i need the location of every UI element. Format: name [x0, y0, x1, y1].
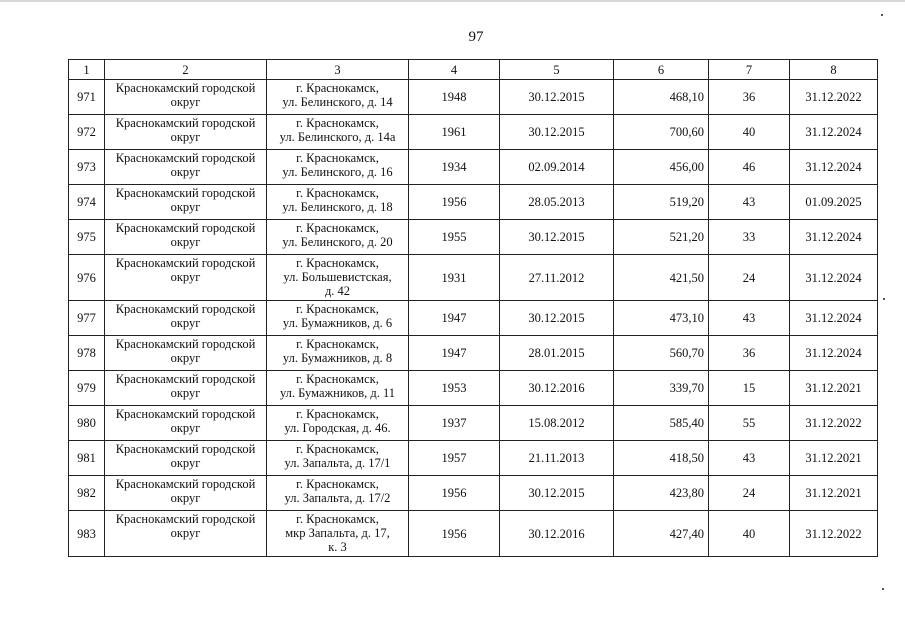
address-cell — [267, 150, 409, 185]
column-header-7: 7 — [709, 60, 790, 80]
address-line: ул. Бумажников, д. 6 — [282, 316, 393, 330]
scan-speck — [882, 588, 884, 590]
address-line: г. Краснокамск, — [296, 512, 379, 526]
deadline-cell: 31.12.2024 — [790, 301, 878, 336]
address-line: г. Краснокамск, — [296, 186, 379, 200]
deadline-cell: 31.12.2021 — [790, 441, 878, 476]
address-cell — [267, 255, 409, 301]
area-cell: 456,00 — [614, 150, 709, 185]
count-cell: 36 — [709, 336, 790, 371]
district-cell: Краснокамский городской округ — [105, 406, 267, 441]
row-number-cell: 975 — [69, 220, 105, 255]
housing-registry-table — [68, 59, 878, 557]
address-line: ул. Белинского, д. 18 — [282, 200, 393, 214]
address-line: ул. Городская, д. 46. — [284, 421, 391, 435]
area-cell: 468,10 — [614, 80, 709, 115]
column-header-3: 3 — [267, 60, 409, 80]
row-number-cell: 976 — [69, 255, 105, 301]
address-cell — [267, 115, 409, 150]
count-cell: 43 — [709, 441, 790, 476]
date-cell: 28.05.2013 — [500, 185, 614, 220]
address-cell — [267, 220, 409, 255]
address-line: ул. Запальта, д. 17/1 — [284, 456, 391, 470]
table-row — [69, 115, 878, 150]
top-border-line — [0, 0, 905, 2]
year-cell: 1956 — [409, 185, 500, 220]
table-row — [69, 301, 878, 336]
deadline-cell: 31.12.2024 — [790, 150, 878, 185]
date-cell: 30.12.2015 — [500, 115, 614, 150]
address-cell — [267, 511, 409, 557]
page-number: 97 — [468, 29, 484, 45]
address-line: к. 3 — [328, 540, 347, 554]
table-row — [69, 406, 878, 441]
area-cell: 585,40 — [614, 406, 709, 441]
address-line: г. Краснокамск, — [296, 442, 379, 456]
address-cell — [267, 185, 409, 220]
area-cell: 339,70 — [614, 371, 709, 406]
table-row — [69, 185, 878, 220]
date-cell: 30.12.2015 — [500, 80, 614, 115]
address-cell — [267, 301, 409, 336]
row-number-cell: 978 — [69, 336, 105, 371]
year-cell: 1961 — [409, 115, 500, 150]
address-line: ул. Запальта, д. 17/2 — [284, 491, 391, 505]
deadline-cell: 31.12.2024 — [790, 115, 878, 150]
address-line: ул. Бумажников, д. 11 — [279, 386, 395, 400]
deadline-cell: 31.12.2024 — [790, 220, 878, 255]
district-cell: Краснокамский городской округ — [105, 476, 267, 511]
table-row — [69, 80, 878, 115]
address-line: ул. Большевистская, — [283, 270, 392, 284]
count-cell: 46 — [709, 150, 790, 185]
address-line: ул. Белинского, д. 20 — [282, 235, 393, 249]
area-cell: 519,20 — [614, 185, 709, 220]
address-cell — [267, 476, 409, 511]
year-cell: 1947 — [409, 301, 500, 336]
address-cell — [267, 406, 409, 441]
row-number-cell: 980 — [69, 406, 105, 441]
address-line: г. Краснокамск, — [296, 256, 379, 270]
table-row — [69, 441, 878, 476]
area-cell: 473,10 — [614, 301, 709, 336]
row-number-cell: 977 — [69, 301, 105, 336]
date-cell: 15.08.2012 — [500, 406, 614, 441]
column-header-6: 6 — [614, 60, 709, 80]
address-line: ул. Белинского, д. 14 — [282, 95, 393, 109]
count-cell: 55 — [709, 406, 790, 441]
deadline-cell: 31.12.2022 — [790, 511, 878, 557]
year-cell: 1956 — [409, 476, 500, 511]
row-number-cell: 981 — [69, 441, 105, 476]
area-cell: 423,80 — [614, 476, 709, 511]
count-cell: 40 — [709, 115, 790, 150]
date-cell: 30.12.2015 — [500, 220, 614, 255]
address-cell — [267, 80, 409, 115]
year-cell: 1931 — [409, 255, 500, 301]
date-cell: 30.12.2016 — [500, 511, 614, 557]
date-cell: 30.12.2015 — [500, 301, 614, 336]
address-cell — [267, 441, 409, 476]
count-cell: 36 — [709, 80, 790, 115]
table-body — [69, 80, 878, 557]
deadline-cell: 31.12.2021 — [790, 476, 878, 511]
area-cell: 421,50 — [614, 255, 709, 301]
area-cell: 427,40 — [614, 511, 709, 557]
address-line: д. 42 — [324, 284, 351, 298]
district-cell: Краснокамский городской округ — [105, 220, 267, 255]
address-line: г. Краснокамск, — [296, 151, 379, 165]
count-cell: 40 — [709, 511, 790, 557]
address-line: г. Краснокамск, — [296, 221, 379, 235]
area-cell: 700,60 — [614, 115, 709, 150]
table-row — [69, 476, 878, 511]
address-cell — [267, 371, 409, 406]
year-cell: 1947 — [409, 336, 500, 371]
district-cell: Краснокамский городской округ — [105, 115, 267, 150]
column-header-5: 5 — [500, 60, 614, 80]
district-cell: Краснокамский городской округ — [105, 371, 267, 406]
address-line: г. Краснокамск, — [296, 81, 379, 95]
count-cell: 15 — [709, 371, 790, 406]
column-header-4: 4 — [409, 60, 500, 80]
deadline-cell: 31.12.2022 — [790, 80, 878, 115]
table-row — [69, 371, 878, 406]
address-line: г. Краснокамск, — [296, 302, 379, 316]
date-cell: 02.09.2014 — [500, 150, 614, 185]
scan-speck — [883, 298, 885, 300]
district-cell: Краснокамский городской округ — [105, 80, 267, 115]
address-line: г. Краснокамск, — [296, 477, 379, 491]
district-cell: Краснокамский городской округ — [105, 185, 267, 220]
year-cell: 1956 — [409, 511, 500, 557]
year-cell: 1934 — [409, 150, 500, 185]
district-cell: Краснокамский городской округ — [105, 336, 267, 371]
date-cell: 27.11.2012 — [500, 255, 614, 301]
year-cell: 1953 — [409, 371, 500, 406]
deadline-cell: 31.12.2022 — [790, 406, 878, 441]
district-cell: Краснокамский городской округ — [105, 511, 267, 557]
year-cell: 1957 — [409, 441, 500, 476]
row-number-cell: 983 — [69, 511, 105, 557]
district-cell: Краснокамский городской округ — [105, 150, 267, 185]
year-cell: 1937 — [409, 406, 500, 441]
date-cell: 21.11.2013 — [500, 441, 614, 476]
year-cell: 1948 — [409, 80, 500, 115]
address-line: ул. Белинского, д. 16 — [282, 165, 393, 179]
row-number-cell: 974 — [69, 185, 105, 220]
row-number-cell: 972 — [69, 115, 105, 150]
district-cell: Краснокамский городской округ — [105, 301, 267, 336]
column-header-2: 2 — [105, 60, 267, 80]
count-cell: 24 — [709, 476, 790, 511]
area-cell: 521,20 — [614, 220, 709, 255]
count-cell: 43 — [709, 301, 790, 336]
area-cell: 560,70 — [614, 336, 709, 371]
row-number-cell: 973 — [69, 150, 105, 185]
column-header-8: 8 — [790, 60, 878, 80]
table-row — [69, 511, 878, 557]
table-row — [69, 150, 878, 185]
address-line: г. Краснокамск, — [296, 407, 379, 421]
row-number-cell: 982 — [69, 476, 105, 511]
table-row — [69, 336, 878, 371]
deadline-cell: 01.09.2025 — [790, 185, 878, 220]
count-cell: 43 — [709, 185, 790, 220]
address-line: ул. Бумажников, д. 8 — [282, 351, 393, 365]
deadline-cell: 31.12.2024 — [790, 255, 878, 301]
address-line: г. Краснокамск, — [296, 372, 379, 386]
area-cell: 418,50 — [614, 441, 709, 476]
address-line: г. Краснокамск, — [296, 337, 379, 351]
row-number-cell: 971 — [69, 80, 105, 115]
address-line: г. Краснокамск, — [296, 116, 379, 130]
count-cell: 33 — [709, 220, 790, 255]
date-cell: 30.12.2016 — [500, 371, 614, 406]
scan-speck — [881, 14, 883, 16]
address-line: ул. Белинского, д. 14а — [279, 130, 396, 144]
year-cell: 1955 — [409, 220, 500, 255]
district-cell: Краснокамский городской округ — [105, 255, 267, 301]
district-cell: Краснокамский городской округ — [105, 441, 267, 476]
deadline-cell: 31.12.2024 — [790, 336, 878, 371]
date-cell: 30.12.2015 — [500, 476, 614, 511]
table-row — [69, 255, 878, 301]
row-number-cell: 979 — [69, 371, 105, 406]
address-line: мкр Запальта, д. 17, — [285, 526, 390, 540]
date-cell: 28.01.2015 — [500, 336, 614, 371]
table-row — [69, 220, 878, 255]
count-cell: 24 — [709, 255, 790, 301]
deadline-cell: 31.12.2021 — [790, 371, 878, 406]
header-row — [69, 60, 878, 80]
column-header-1: 1 — [69, 60, 105, 80]
address-cell — [267, 336, 409, 371]
